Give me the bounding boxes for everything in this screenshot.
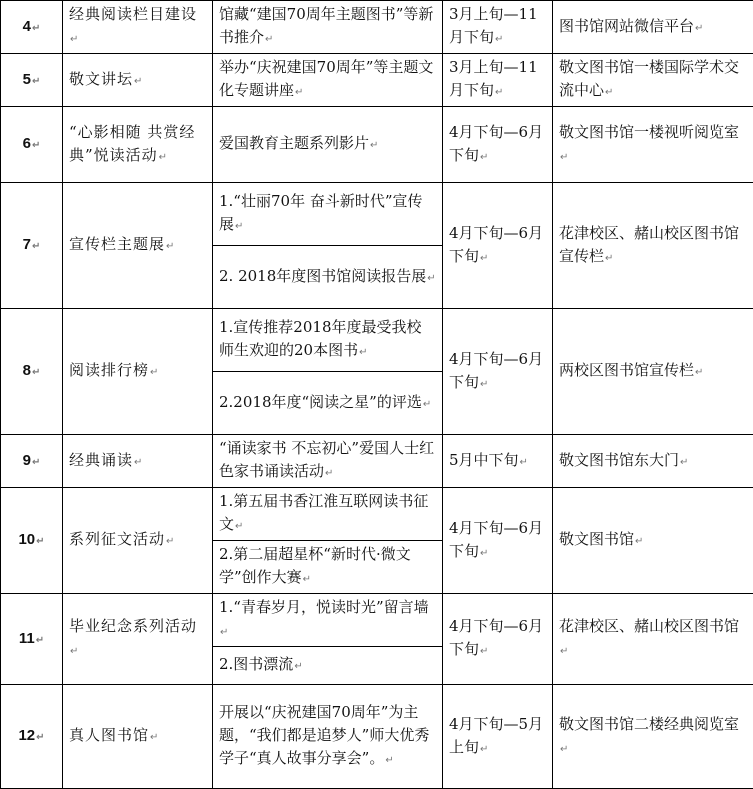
paragraph-mark-icon: ↵ <box>325 468 333 479</box>
activity-name-text: 经典诵读 <box>69 451 133 469</box>
activity-name-text: 阅读排行榜 <box>69 361 149 379</box>
row-number <box>1 1 63 54</box>
activity-time-text: 4月下旬—6月下旬 <box>449 350 543 391</box>
activity-time-text: 3月上旬—11月下旬 <box>449 5 538 46</box>
activity-content-text: 2. 2018年度图书馆阅读报告展 <box>219 267 426 285</box>
paragraph-mark-icon: ↵ <box>423 399 431 410</box>
row-number <box>1 488 63 594</box>
activity-time <box>443 107 553 183</box>
row-number-text: 5 <box>23 71 31 88</box>
table-row <box>1 183 753 246</box>
activity-content-text: 1.宣传推荐2018年度最受我校师生欢迎的20本图书 <box>219 318 422 359</box>
activity-content <box>213 183 443 246</box>
activity-place <box>553 1 753 54</box>
row-number-text: 9 <box>23 452 31 469</box>
paragraph-mark-icon: ↵ <box>32 457 40 468</box>
row-number <box>1 685 63 789</box>
activity-place-text: 花津校区、赭山校区图书馆 <box>559 617 739 635</box>
paragraph-mark-icon: ↵ <box>36 536 44 547</box>
activity-place-text: 敬文图书馆一楼国际学术交流中心 <box>559 58 739 99</box>
paragraph-mark-icon: ↵ <box>295 87 303 98</box>
activity-name-text: 经典阅读栏目建设 <box>69 5 197 23</box>
paragraph-mark-icon: ↵ <box>166 536 175 547</box>
activity-content <box>213 246 443 309</box>
paragraph-mark-icon: ↵ <box>605 87 613 98</box>
row-number <box>1 435 63 488</box>
activity-name-text: 毕业纪念系列活动 <box>69 617 197 635</box>
activity-time-text: 4月下旬—6月下旬 <box>449 123 543 164</box>
activity-time <box>443 685 553 789</box>
activity-content <box>213 372 443 435</box>
activity-name <box>63 54 213 107</box>
paragraph-mark-icon: ↵ <box>150 732 159 743</box>
activity-place-text: 敬文图书馆一楼视听阅览室 <box>559 123 739 141</box>
activity-time-text: 4月下旬—6月下旬 <box>449 617 543 658</box>
paragraph-mark-icon: ↵ <box>480 744 488 755</box>
table-row <box>1 685 753 789</box>
activity-place <box>553 685 753 789</box>
row-number <box>1 309 63 435</box>
activity-content <box>213 1 443 54</box>
activity-time-text: 5月中下旬 <box>449 451 519 469</box>
paragraph-mark-icon: ↵ <box>32 76 40 87</box>
activity-content <box>213 594 443 647</box>
paragraph-mark-icon: ↵ <box>427 273 435 284</box>
activity-content <box>213 107 443 183</box>
activity-time <box>443 309 553 435</box>
row-number-text: 12 <box>18 727 35 744</box>
activity-place <box>553 54 753 107</box>
paragraph-mark-icon: ↵ <box>32 140 40 151</box>
activity-name <box>63 1 213 54</box>
activity-content <box>213 685 443 789</box>
row-number <box>1 107 63 183</box>
paragraph-mark-icon: ↵ <box>680 457 688 468</box>
activity-content-text: 爱国教育主题系列影片 <box>219 134 369 152</box>
paragraph-mark-icon: ↵ <box>480 379 488 390</box>
activity-name <box>63 309 213 435</box>
activity-place <box>553 594 753 685</box>
activity-time <box>443 488 553 594</box>
paragraph-mark-icon: ↵ <box>695 23 703 34</box>
table-row <box>1 1 753 54</box>
table-row <box>1 435 753 488</box>
paragraph-mark-icon: ↵ <box>480 548 488 559</box>
activity-content-text: “诵读家书 不忘初心”爱国人士红色家书诵读活动 <box>219 439 434 480</box>
activity-time-text: 3月上旬—11月下旬 <box>449 58 538 99</box>
activity-content-text: 1.第五届书香江淮互联网读书征文 <box>219 492 428 533</box>
table-row <box>1 488 753 541</box>
activity-time <box>443 594 553 685</box>
activity-content <box>213 647 443 685</box>
paragraph-mark-icon: ↵ <box>166 241 175 252</box>
paragraph-mark-icon: ↵ <box>32 23 40 34</box>
activity-name <box>63 435 213 488</box>
paragraph-mark-icon: ↵ <box>265 34 273 45</box>
activity-content-text: 2.第二届超星杯“新时代·微文学”创作大赛 <box>219 545 411 586</box>
paragraph-mark-icon: ↵ <box>32 241 40 252</box>
activity-name-text: 敬文讲坛 <box>69 70 133 88</box>
activity-place-text: 敬文图书馆 <box>559 530 634 548</box>
activity-place-text: 花津校区、赭山校区图书馆宣传栏 <box>559 224 739 265</box>
activity-place <box>553 107 753 183</box>
activity-content-text: 1.“壮丽70年 奋斗新时代”宣传展 <box>219 192 423 233</box>
table-row <box>1 309 753 372</box>
paragraph-mark-icon: ↵ <box>370 140 378 151</box>
paragraph-mark-icon: ↵ <box>36 732 44 743</box>
paragraph-mark-icon: ↵ <box>495 87 503 98</box>
paragraph-mark-icon: ↵ <box>36 635 44 646</box>
paragraph-mark-icon: ↵ <box>480 646 488 657</box>
activity-time <box>443 54 553 107</box>
activity-place-text: 图书馆网站微信平台 <box>559 17 694 35</box>
paragraph-mark-icon: ↵ <box>235 521 243 532</box>
paragraph-mark-icon: ↵ <box>480 253 488 264</box>
activity-name-text: 宣传栏主题展 <box>69 235 165 253</box>
row-number <box>1 594 63 685</box>
activity-name-text: 真人图书馆 <box>69 726 149 744</box>
row-number-text: 6 <box>23 135 31 152</box>
table-row <box>1 594 753 647</box>
row-number-text: 7 <box>23 236 31 253</box>
activity-name <box>63 488 213 594</box>
activity-place <box>553 183 753 309</box>
paragraph-mark-icon: ↵ <box>520 457 528 468</box>
paragraph-mark-icon: ↵ <box>294 661 302 672</box>
activity-time <box>443 183 553 309</box>
activity-content-text: 2.2018年度“阅读之星”的评选 <box>219 393 422 411</box>
row-number-text: 8 <box>23 362 31 379</box>
activity-name-text: “心影相随 共赏经典”悦读活动 <box>69 123 195 164</box>
paragraph-mark-icon: ↵ <box>150 367 159 378</box>
activity-place-text: 两校区图书馆宣传栏 <box>559 361 694 379</box>
paragraph-mark-icon: ↵ <box>70 34 79 45</box>
activity-time <box>443 435 553 488</box>
row-number-text: 4 <box>23 18 31 35</box>
paragraph-mark-icon: ↵ <box>134 457 143 468</box>
activity-name-text: 系列征文活动 <box>69 530 165 548</box>
activity-time <box>443 1 553 54</box>
row-number <box>1 183 63 309</box>
activity-content <box>213 488 443 541</box>
activity-time-text: 4月下旬—5月上旬 <box>449 715 543 756</box>
paragraph-mark-icon: ↵ <box>220 627 228 638</box>
paragraph-mark-icon: ↵ <box>695 367 703 378</box>
activity-name <box>63 183 213 309</box>
table-row <box>1 107 753 183</box>
activity-content-text: 馆藏“建国70周年主题图书”等新书推介 <box>219 5 433 46</box>
paragraph-mark-icon: ↵ <box>560 646 568 657</box>
activity-content <box>213 309 443 372</box>
paragraph-mark-icon: ↵ <box>359 347 367 358</box>
paragraph-mark-icon: ↵ <box>235 221 243 232</box>
activity-place-text: 敬文图书馆东大门 <box>559 451 679 469</box>
paragraph-mark-icon: ↵ <box>560 152 568 163</box>
paragraph-mark-icon: ↵ <box>635 536 643 547</box>
activity-place <box>553 488 753 594</box>
paragraph-mark-icon: ↵ <box>32 367 40 378</box>
table-row <box>1 54 753 107</box>
paragraph-mark-icon: ↵ <box>495 34 503 45</box>
paragraph-mark-icon: ↵ <box>303 574 311 585</box>
activity-time-text: 4月下旬—6月下旬 <box>449 224 543 265</box>
paragraph-mark-icon: ↵ <box>560 744 568 755</box>
activity-name <box>63 685 213 789</box>
activity-content-text: 举办“庆祝建国70周年”等主题文化专题讲座 <box>219 58 433 99</box>
activity-content <box>213 435 443 488</box>
activity-place <box>553 435 753 488</box>
paragraph-mark-icon: ↵ <box>70 646 79 657</box>
paragraph-mark-icon: ↵ <box>605 253 613 264</box>
activity-content-text: 1.“青春岁月，悦读时光”留言墙 <box>219 598 429 616</box>
activity-place <box>553 309 753 435</box>
paragraph-mark-icon: ↵ <box>480 152 488 163</box>
row-number-text: 11 <box>19 630 35 647</box>
activity-content-text: 开展以“庆祝建国70周年”为主题，“我们都是追梦人”师大优秀学子“真人故事分享会”。 <box>219 703 429 767</box>
paragraph-mark-icon: ↵ <box>385 755 393 766</box>
paragraph-mark-icon: ↵ <box>159 152 168 163</box>
activity-place-text: 敬文图书馆二楼经典阅览室 <box>559 715 739 733</box>
activity-content <box>213 54 443 107</box>
row-number-text: 10 <box>18 531 35 548</box>
row-number <box>1 54 63 107</box>
activity-content-text: 2.图书漂流 <box>219 655 293 673</box>
activity-name <box>63 107 213 183</box>
activity-time-text: 4月下旬—6月下旬 <box>449 519 543 560</box>
activity-name <box>63 594 213 685</box>
activity-content <box>213 541 443 594</box>
paragraph-mark-icon: ↵ <box>134 76 143 87</box>
